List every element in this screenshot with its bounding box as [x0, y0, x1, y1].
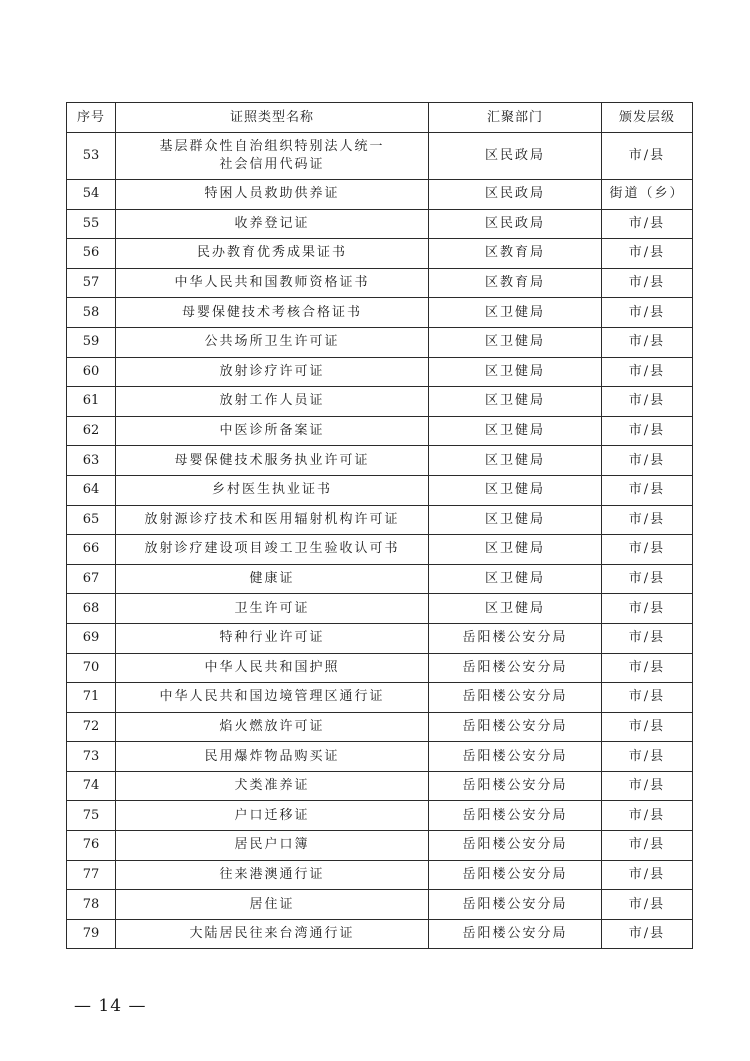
certificate-name-cell: 卫生许可证 — [116, 594, 429, 624]
certificate-name-cell: 中华人民共和国教师资格证书 — [116, 268, 429, 298]
table-row — [67, 387, 693, 417]
department-cell: 区民政局 — [429, 180, 602, 210]
certificate-name-cell: 户口迁移证 — [116, 801, 429, 831]
table-row — [67, 535, 693, 565]
table-row — [67, 594, 693, 624]
table-row — [67, 771, 693, 801]
serial-number-cell: 53 — [67, 133, 116, 180]
issuing-level-cell: 市/县 — [602, 446, 693, 476]
serial-number-cell: 56 — [67, 239, 116, 269]
issuing-level-cell: 市/县 — [602, 505, 693, 535]
certificate-name-cell: 健康证 — [116, 564, 429, 594]
department-cell: 区卫健局 — [429, 327, 602, 357]
serial-number-cell: 75 — [67, 801, 116, 831]
table-row — [67, 801, 693, 831]
issuing-level-cell: 市/县 — [602, 683, 693, 713]
page-number: — 14 — — [74, 996, 147, 1016]
table-row — [67, 475, 693, 505]
department-cell: 岳阳楼公安分局 — [429, 919, 602, 949]
header-serial-number: 序号 — [67, 103, 116, 133]
certificate-name-cell: 民办教育优秀成果证书 — [116, 239, 429, 269]
serial-number-cell: 54 — [67, 180, 116, 210]
issuing-level-cell: 市/县 — [602, 771, 693, 801]
department-cell: 区卫健局 — [429, 594, 602, 624]
serial-number-cell: 55 — [67, 209, 116, 239]
issuing-level-cell: 市/县 — [602, 133, 693, 180]
department-cell: 区卫健局 — [429, 535, 602, 565]
serial-number-cell: 63 — [67, 446, 116, 476]
serial-number-cell: 65 — [67, 505, 116, 535]
serial-number-cell: 67 — [67, 564, 116, 594]
department-cell: 岳阳楼公安分局 — [429, 623, 602, 653]
department-cell: 岳阳楼公安分局 — [429, 712, 602, 742]
certificate-name-cell: 基层群众性自治组织特别法人统一 社会信用代码证 — [116, 133, 429, 180]
certificate-name-cell: 放射诊疗建设项目竣工卫生验收认可书 — [116, 535, 429, 565]
table-row — [67, 564, 693, 594]
department-cell: 区教育局 — [429, 268, 602, 298]
table-row — [67, 505, 693, 535]
table-row — [67, 239, 693, 269]
serial-number-cell: 61 — [67, 387, 116, 417]
department-cell: 岳阳楼公安分局 — [429, 801, 602, 831]
certificate-name-cell: 中华人民共和国护照 — [116, 653, 429, 683]
department-cell: 区卫健局 — [429, 446, 602, 476]
issuing-level-cell: 市/县 — [602, 860, 693, 890]
certificate-name-cell: 放射源诊疗技术和医用辐射机构许可证 — [116, 505, 429, 535]
department-cell: 岳阳楼公安分局 — [429, 683, 602, 713]
table-header-row — [67, 103, 693, 133]
table-row — [67, 683, 693, 713]
certificate-name-cell: 母婴保健技术服务执业许可证 — [116, 446, 429, 476]
header-certificate-name: 证照类型名称 — [116, 103, 429, 133]
department-cell: 区教育局 — [429, 239, 602, 269]
issuing-level-cell: 市/县 — [602, 594, 693, 624]
department-cell: 区卫健局 — [429, 298, 602, 328]
issuing-level-cell: 市/县 — [602, 475, 693, 505]
serial-number-cell: 73 — [67, 742, 116, 772]
certificate-name-cell: 收养登记证 — [116, 209, 429, 239]
department-cell: 区卫健局 — [429, 357, 602, 387]
certificate-name-cell: 中医诊所备案证 — [116, 416, 429, 446]
serial-number-cell: 64 — [67, 475, 116, 505]
header-department: 汇聚部门 — [429, 103, 602, 133]
department-cell: 区民政局 — [429, 209, 602, 239]
issuing-level-cell: 街道（乡） — [602, 180, 693, 210]
department-cell: 区卫健局 — [429, 564, 602, 594]
serial-number-cell: 71 — [67, 683, 116, 713]
issuing-level-cell: 市/县 — [602, 653, 693, 683]
serial-number-cell: 72 — [67, 712, 116, 742]
serial-number-cell: 76 — [67, 831, 116, 861]
table-row — [67, 180, 693, 210]
certificate-name-cell: 公共场所卫生许可证 — [116, 327, 429, 357]
department-cell: 区卫健局 — [429, 475, 602, 505]
certificate-name-cell: 大陆居民往来台湾通行证 — [116, 919, 429, 949]
certificate-name-cell: 犬类准养证 — [116, 771, 429, 801]
issuing-level-cell: 市/县 — [602, 801, 693, 831]
table-row — [67, 298, 693, 328]
issuing-level-cell: 市/县 — [602, 416, 693, 446]
department-cell: 岳阳楼公安分局 — [429, 890, 602, 920]
table-row — [67, 831, 693, 861]
table-row — [67, 357, 693, 387]
serial-number-cell: 77 — [67, 860, 116, 890]
table-row — [67, 860, 693, 890]
certificate-name-cell: 往来港澳通行证 — [116, 860, 429, 890]
issuing-level-cell: 市/县 — [602, 919, 693, 949]
table-row — [67, 712, 693, 742]
certificate-table — [66, 102, 693, 949]
certificate-name-cell: 乡村医生执业证书 — [116, 475, 429, 505]
issuing-level-cell: 市/县 — [602, 623, 693, 653]
issuing-level-cell: 市/县 — [602, 535, 693, 565]
department-cell: 岳阳楼公安分局 — [429, 653, 602, 683]
issuing-level-cell: 市/县 — [602, 209, 693, 239]
serial-number-cell: 58 — [67, 298, 116, 328]
serial-number-cell: 66 — [67, 535, 116, 565]
certificate-name-cell: 中华人民共和国边境管理区通行证 — [116, 683, 429, 713]
serial-number-cell: 57 — [67, 268, 116, 298]
table-body — [67, 133, 693, 949]
issuing-level-cell: 市/县 — [602, 239, 693, 269]
department-cell: 岳阳楼公安分局 — [429, 831, 602, 861]
certificate-name-cell: 放射工作人员证 — [116, 387, 429, 417]
table-row — [67, 133, 693, 180]
certificate-name-cell: 特种行业许可证 — [116, 623, 429, 653]
serial-number-cell: 70 — [67, 653, 116, 683]
department-cell: 岳阳楼公安分局 — [429, 742, 602, 772]
issuing-level-cell: 市/县 — [602, 890, 693, 920]
department-cell: 区卫健局 — [429, 505, 602, 535]
department-cell: 区民政局 — [429, 133, 602, 180]
serial-number-cell: 68 — [67, 594, 116, 624]
issuing-level-cell: 市/县 — [602, 357, 693, 387]
department-cell: 岳阳楼公安分局 — [429, 771, 602, 801]
certificate-name-cell: 民用爆炸物品购买证 — [116, 742, 429, 772]
table-row — [67, 742, 693, 772]
table-row — [67, 653, 693, 683]
department-cell: 岳阳楼公安分局 — [429, 860, 602, 890]
certificate-name-cell: 居民户口簿 — [116, 831, 429, 861]
certificate-name-cell: 居住证 — [116, 890, 429, 920]
issuing-level-cell: 市/县 — [602, 327, 693, 357]
table-row — [67, 446, 693, 476]
table-row — [67, 327, 693, 357]
header-issuing-level: 颁发层级 — [602, 103, 693, 133]
serial-number-cell: 74 — [67, 771, 116, 801]
table-row — [67, 919, 693, 949]
certificate-name-cell: 焰火燃放许可证 — [116, 712, 429, 742]
department-cell: 区卫健局 — [429, 387, 602, 417]
issuing-level-cell: 市/县 — [602, 831, 693, 861]
serial-number-cell: 59 — [67, 327, 116, 357]
department-cell: 区卫健局 — [429, 416, 602, 446]
issuing-level-cell: 市/县 — [602, 712, 693, 742]
issuing-level-cell: 市/县 — [602, 298, 693, 328]
serial-number-cell: 79 — [67, 919, 116, 949]
serial-number-cell: 62 — [67, 416, 116, 446]
table-row — [67, 416, 693, 446]
serial-number-cell: 69 — [67, 623, 116, 653]
serial-number-cell: 78 — [67, 890, 116, 920]
table-row — [67, 268, 693, 298]
table-row — [67, 209, 693, 239]
certificate-name-cell: 特困人员救助供养证 — [116, 180, 429, 210]
issuing-level-cell: 市/县 — [602, 268, 693, 298]
issuing-level-cell: 市/县 — [602, 387, 693, 417]
certificate-name-cell: 母婴保健技术考核合格证书 — [116, 298, 429, 328]
table-row — [67, 890, 693, 920]
table-row — [67, 623, 693, 653]
issuing-level-cell: 市/县 — [602, 564, 693, 594]
issuing-level-cell: 市/县 — [602, 742, 693, 772]
serial-number-cell: 60 — [67, 357, 116, 387]
certificate-name-cell: 放射诊疗许可证 — [116, 357, 429, 387]
